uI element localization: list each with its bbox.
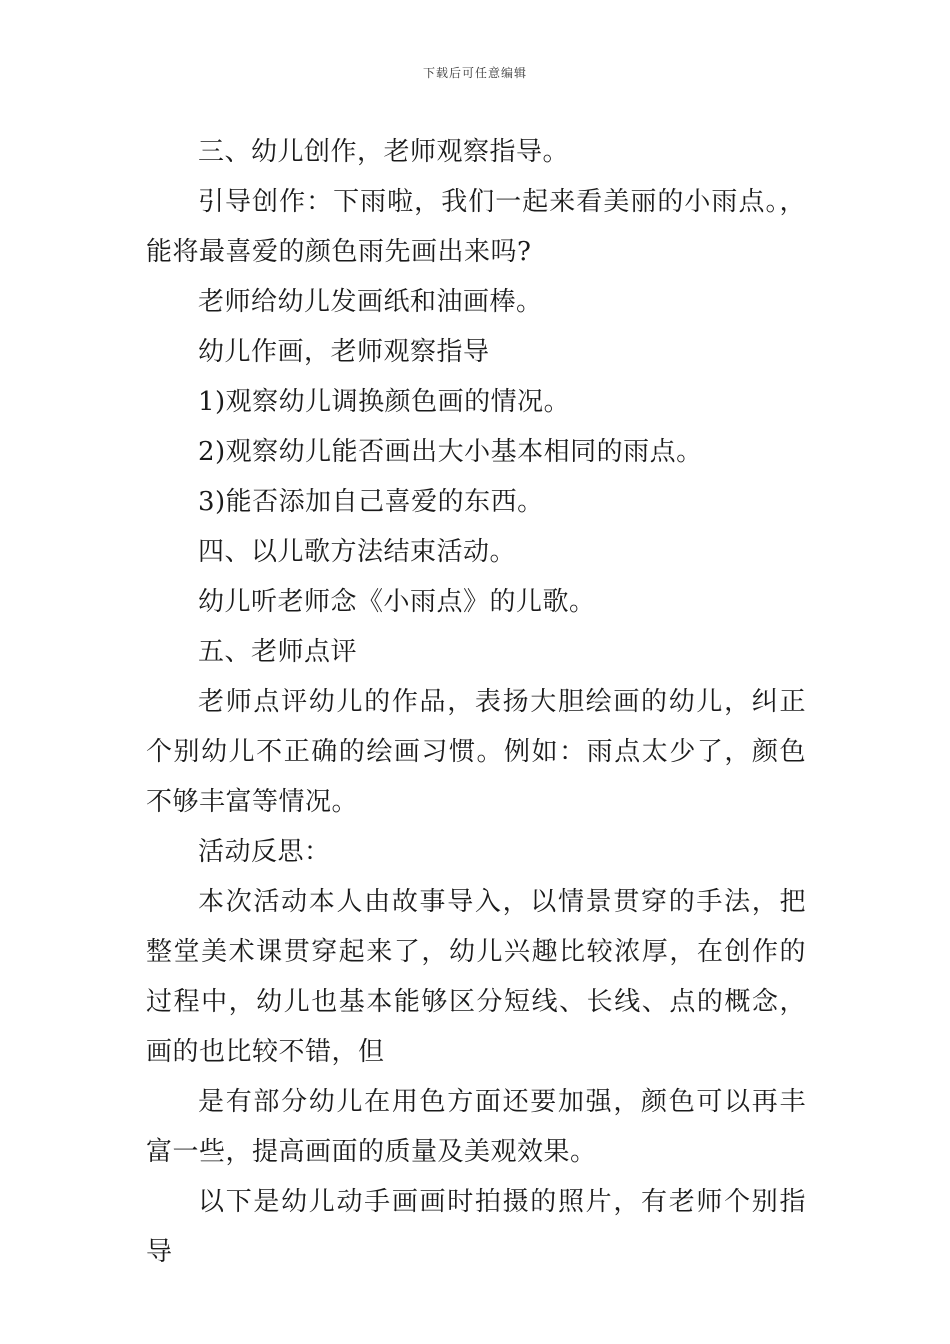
paragraph: 本次活动本人由故事导入，以情景贯穿的手法，把整堂美术课贯穿起来了，幼儿兴趣比较浓厚，在创作的过程中，幼儿也基本能够区分短线、长线、点的概念，画的也比较不错，但 [146, 887, 806, 1067]
paragraph: 四、以儿歌方法结束活动。 [198, 537, 517, 567]
paragraph: 是有部分幼儿在用色方面还要加强，颜色可以再丰富一些，提高画面的质量及美观效果。 [146, 1087, 806, 1167]
document-body [146, 127, 806, 1277]
paragraph: 老师点评幼儿的作品，表扬大胆绘画的幼儿，纠正个别幼儿不正确的绘画习惯。例如：雨点太少了，颜色不够丰富等情况。 [146, 687, 806, 817]
paragraph: 2)观察幼儿能否画出大小基本相同的雨点。 [198, 437, 703, 467]
paragraph: 1)观察幼儿调换颜色画的情况。 [198, 387, 571, 417]
paragraph: 以下是幼儿动手画画时拍摄的照片，有老师个别指导 [146, 1187, 806, 1267]
paragraph: 幼儿听老师念《小雨点》的儿歌。 [198, 587, 596, 617]
header-note: 下载后可任意编辑 [422, 66, 527, 80]
paragraph: 幼儿作画，老师观察指导 [198, 337, 490, 367]
paragraph: 老师给幼儿发画纸和油画棒。 [198, 287, 543, 317]
paragraph: 3)能否添加自己喜爱的东西。 [198, 487, 544, 517]
paragraph: 五、老师点评 [198, 637, 358, 667]
paragraph: 活动反思： [198, 837, 331, 867]
paragraph: 三、幼儿创作，老师观察指导。 [198, 137, 570, 167]
paragraph: 引导创作：下雨啦，我们一起来看美丽的小雨点。，能将最喜爱的颜色雨先画出来吗? [146, 187, 806, 267]
